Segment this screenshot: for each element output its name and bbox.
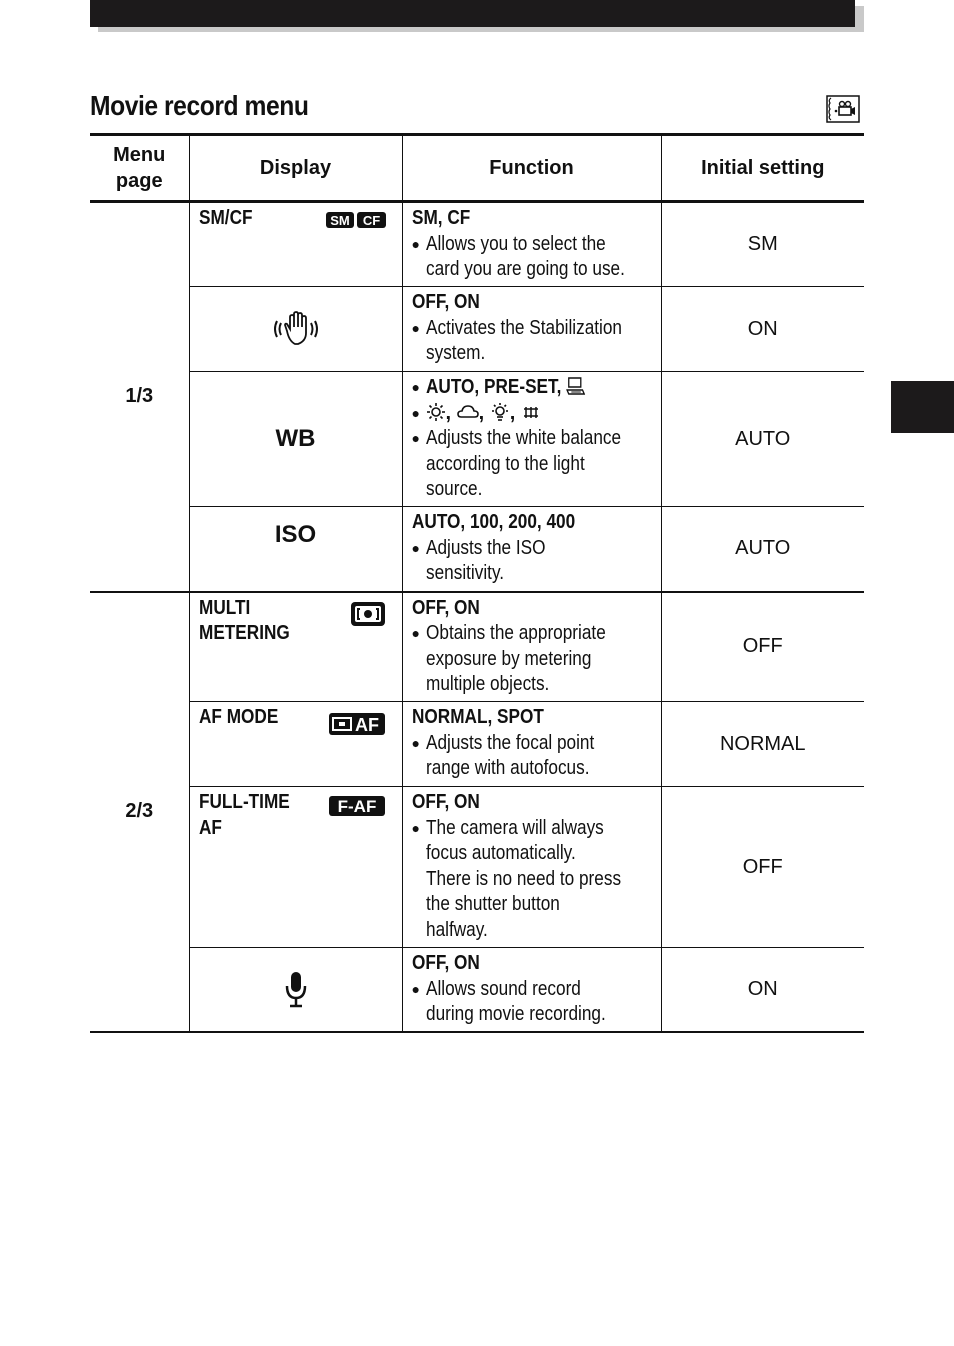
col-header-function: Function [402, 135, 661, 202]
options-line-2: ● , , , [412, 401, 653, 427]
col-header-initial-setting: Initial setting [661, 135, 864, 202]
display-label: FULL-TIME AF [198, 791, 290, 839]
display-cell [189, 287, 402, 372]
display-label: SM/CF [198, 207, 253, 229]
description: ● Activates the Stabilization system. [411, 316, 622, 364]
description: ● The camera will always focus automatically. There is no need to press the shutter button halfway. [411, 816, 621, 941]
function-cell [402, 507, 661, 592]
description: ● Allows you to select the card you are going to use. [411, 232, 625, 280]
function-cell [402, 702, 661, 787]
initial-setting-cell: AUTO [661, 372, 864, 507]
card-sm-cf-icon [326, 211, 386, 229]
top-bar [90, 0, 855, 27]
preset-custom-wb-icon [566, 376, 585, 396]
svg-text:CF: CF [362, 213, 380, 228]
svg-text:AF: AF [354, 715, 379, 735]
function-cell [402, 787, 661, 948]
table-row [90, 202, 864, 287]
options-text: OFF, ON [411, 791, 480, 813]
initial-setting-cell: ON [661, 948, 864, 1032]
wb-label: WB [275, 425, 316, 452]
initial-setting-cell: AUTO [661, 507, 864, 592]
table-row [90, 948, 864, 1032]
movie-mode-icon [826, 95, 860, 123]
table-row [90, 592, 864, 702]
menu-page-cell: 2/3 [90, 592, 189, 1032]
af-mode-icon [328, 712, 386, 736]
initial-setting-cell: SM [661, 202, 864, 287]
col-header-page-line: page [115, 170, 163, 192]
display-cell [189, 948, 402, 1032]
display-cell [189, 787, 402, 948]
fluorescent-icon [521, 404, 541, 422]
display-cell [189, 507, 402, 592]
function-cell [402, 948, 661, 1032]
col-header-display: Display [189, 135, 402, 202]
table-row [90, 372, 864, 507]
description: ● Obtains the appropriate exposure by metering multiple objects. [411, 622, 606, 695]
microphone-icon [283, 970, 309, 1008]
description: ● Adjusts the ISO sensitivity. [411, 536, 546, 584]
tungsten-bulb-icon [490, 402, 510, 422]
col-header-menu-page [90, 135, 189, 202]
svg-text:SM: SM [329, 213, 350, 228]
multi-metering-icon [350, 601, 386, 627]
display-cell [189, 592, 402, 702]
display-cell [189, 372, 402, 507]
options-text: OFF, ON [411, 952, 480, 974]
chapter-tab [891, 381, 954, 433]
page-title: Movie record menu [90, 90, 309, 121]
iso-label: ISO [274, 521, 317, 548]
options-text: OFF, ON [411, 596, 480, 619]
table-row [90, 702, 864, 787]
display-cell [189, 702, 402, 787]
description: ● Adjusts the focal point range with autofocus. [411, 731, 594, 779]
options-text: AUTO, 100, 200, 400 [411, 511, 575, 533]
initial-setting-cell: NORMAL [661, 702, 864, 787]
table-row [90, 507, 864, 592]
table-header-row [90, 135, 864, 202]
function-cell [402, 287, 661, 372]
initial-setting-cell: OFF [661, 787, 864, 948]
col-header-menu-line: Menu [113, 144, 166, 166]
display-cell [189, 202, 402, 287]
function-cell [402, 372, 661, 507]
options-text: OFF, ON [411, 291, 480, 313]
stabilization-hand-icon [271, 311, 321, 347]
options-text: NORMAL, SPOT [411, 706, 544, 728]
display-label: AF MODE [198, 706, 278, 728]
display-label: MULTI METERING [198, 596, 290, 644]
menu-page-cell: 1/3 [90, 202, 189, 592]
function-cell [402, 592, 661, 702]
options-line-1: ● AUTO, PRE-SET, [412, 375, 653, 401]
movie-menu-table [90, 133, 864, 1033]
initial-setting-cell: OFF [661, 592, 864, 702]
options-text: SM, CF [411, 207, 470, 229]
initial-setting-cell: ON [661, 287, 864, 372]
table-row [90, 787, 864, 948]
table-row [90, 287, 864, 372]
svg-text:F-AF: F-AF [337, 797, 376, 816]
description: ● Allows sound record during movie recording. [411, 977, 606, 1025]
sun-icon [426, 402, 446, 422]
description: ● Adjusts the white balance according to the light source. [411, 427, 621, 500]
full-time-af-icon [328, 795, 386, 817]
function-cell [402, 202, 661, 287]
cloud-icon [457, 403, 479, 421]
